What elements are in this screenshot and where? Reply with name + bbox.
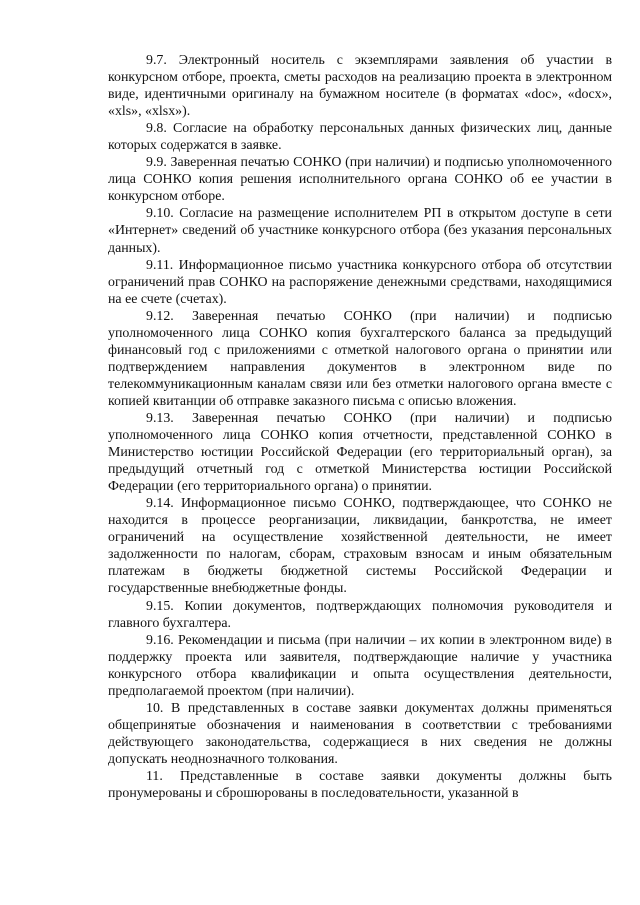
paragraph-9-13: 9.13. Заверенная печатью СОНКО (при наличии) и подписью уполномоченного лица СОНКО копия отчетности, представленной СОНКО в Министерство юстиции Российской Федерации (его территориальный орган), за предыдущий отчетный год с отметкой Министерства юстиции Российской Федерации (его территориального органа) о принятии.: [108, 410, 612, 495]
paragraph-9-9: 9.9. Заверенная печатью СОНКО (при наличии) и подписью уполномоченного лица СОНКО копия решения исполнительного органа СОНКО об ее участии в конкурсном отборе.: [108, 155, 612, 205]
paragraph-9-7: 9.7. Электронный носитель с экземплярами заявления об участии в конкурсном отборе, проекта, сметы расходов на реализацию проекта в электронном виде, идентичными оригиналу на бумажном носителе (в форматах «doc», «docx», «xls», «xlsx»).: [108, 53, 612, 120]
paragraph-9-10: 9.10. Согласие на размещение исполнителем РП в открытом доступе в сети «Интернет» сведений об участнике конкурсного отбора (без указания персональных данных).: [108, 206, 612, 256]
paragraph-9-14: 9.14. Информационное письмо СОНКО, подтверждающее, что СОНКО не находится в процессе реорганизации, ликвидации, банкротства, не имеет ограничений на осуществление хозяйственной деятельности, не имеет задолженности по налогам, сборам, страховым взносам и иным обязательным платежам в бюджеты бюджетной системы Российской Федерации и государственные внебюджетные фонды.: [108, 496, 612, 597]
paragraph-9-16: 9.16. Рекомендации и письма (при наличии – их копии в электронном виде) в поддержку проекта или заявителя, подтверждающие наличие у участника конкурсного отбора квалификации и опыта осуществления деятельности, предполагаемой проектом (при наличии).: [108, 632, 612, 699]
paragraph-9-11: 9.11. Информационное письмо участника конкурсного отбора об отсутствии ограничений прав СОНКО на распоряжение денежными средствами, находящимися на ее счете (счетах).: [108, 257, 612, 307]
paragraph-10: 10. В представленных в составе заявки документах должны применяться общепринятые обозначения и наименования в соответствии с требованиями действующего законодательства, содержащиеся в них сведения не должны допускать неоднозначного толкования.: [108, 700, 612, 767]
document-page: [108, 52, 612, 802]
paragraph-9-8: 9.8. Согласие на обработку персональных данных физических лиц, данные которых содержатся в заявке.: [108, 121, 612, 154]
paragraph-9-15: 9.15. Копии документов, подтверждающих полномочия руководителя и главного бухгалтера.: [108, 598, 612, 631]
paragraph-11: 11. Представленные в составе заявки документы должны быть пронумерованы и сброшюрованы в последовательности, указанной в: [108, 768, 612, 802]
paragraph-9-12: 9.12. Заверенная печатью СОНКО (при наличии) и подписью уполномоченного лица СОНКО копия бухгалтерского баланса за предыдущий финансовый год с приложениями с отметкой налогового органа о принятии или подтверждением направления документов в электронном виде по телекоммуникационным каналам связи или без отметки налогового органа вместе с копией квитанции об отправке заказного письма с описью вложения.: [108, 308, 612, 409]
